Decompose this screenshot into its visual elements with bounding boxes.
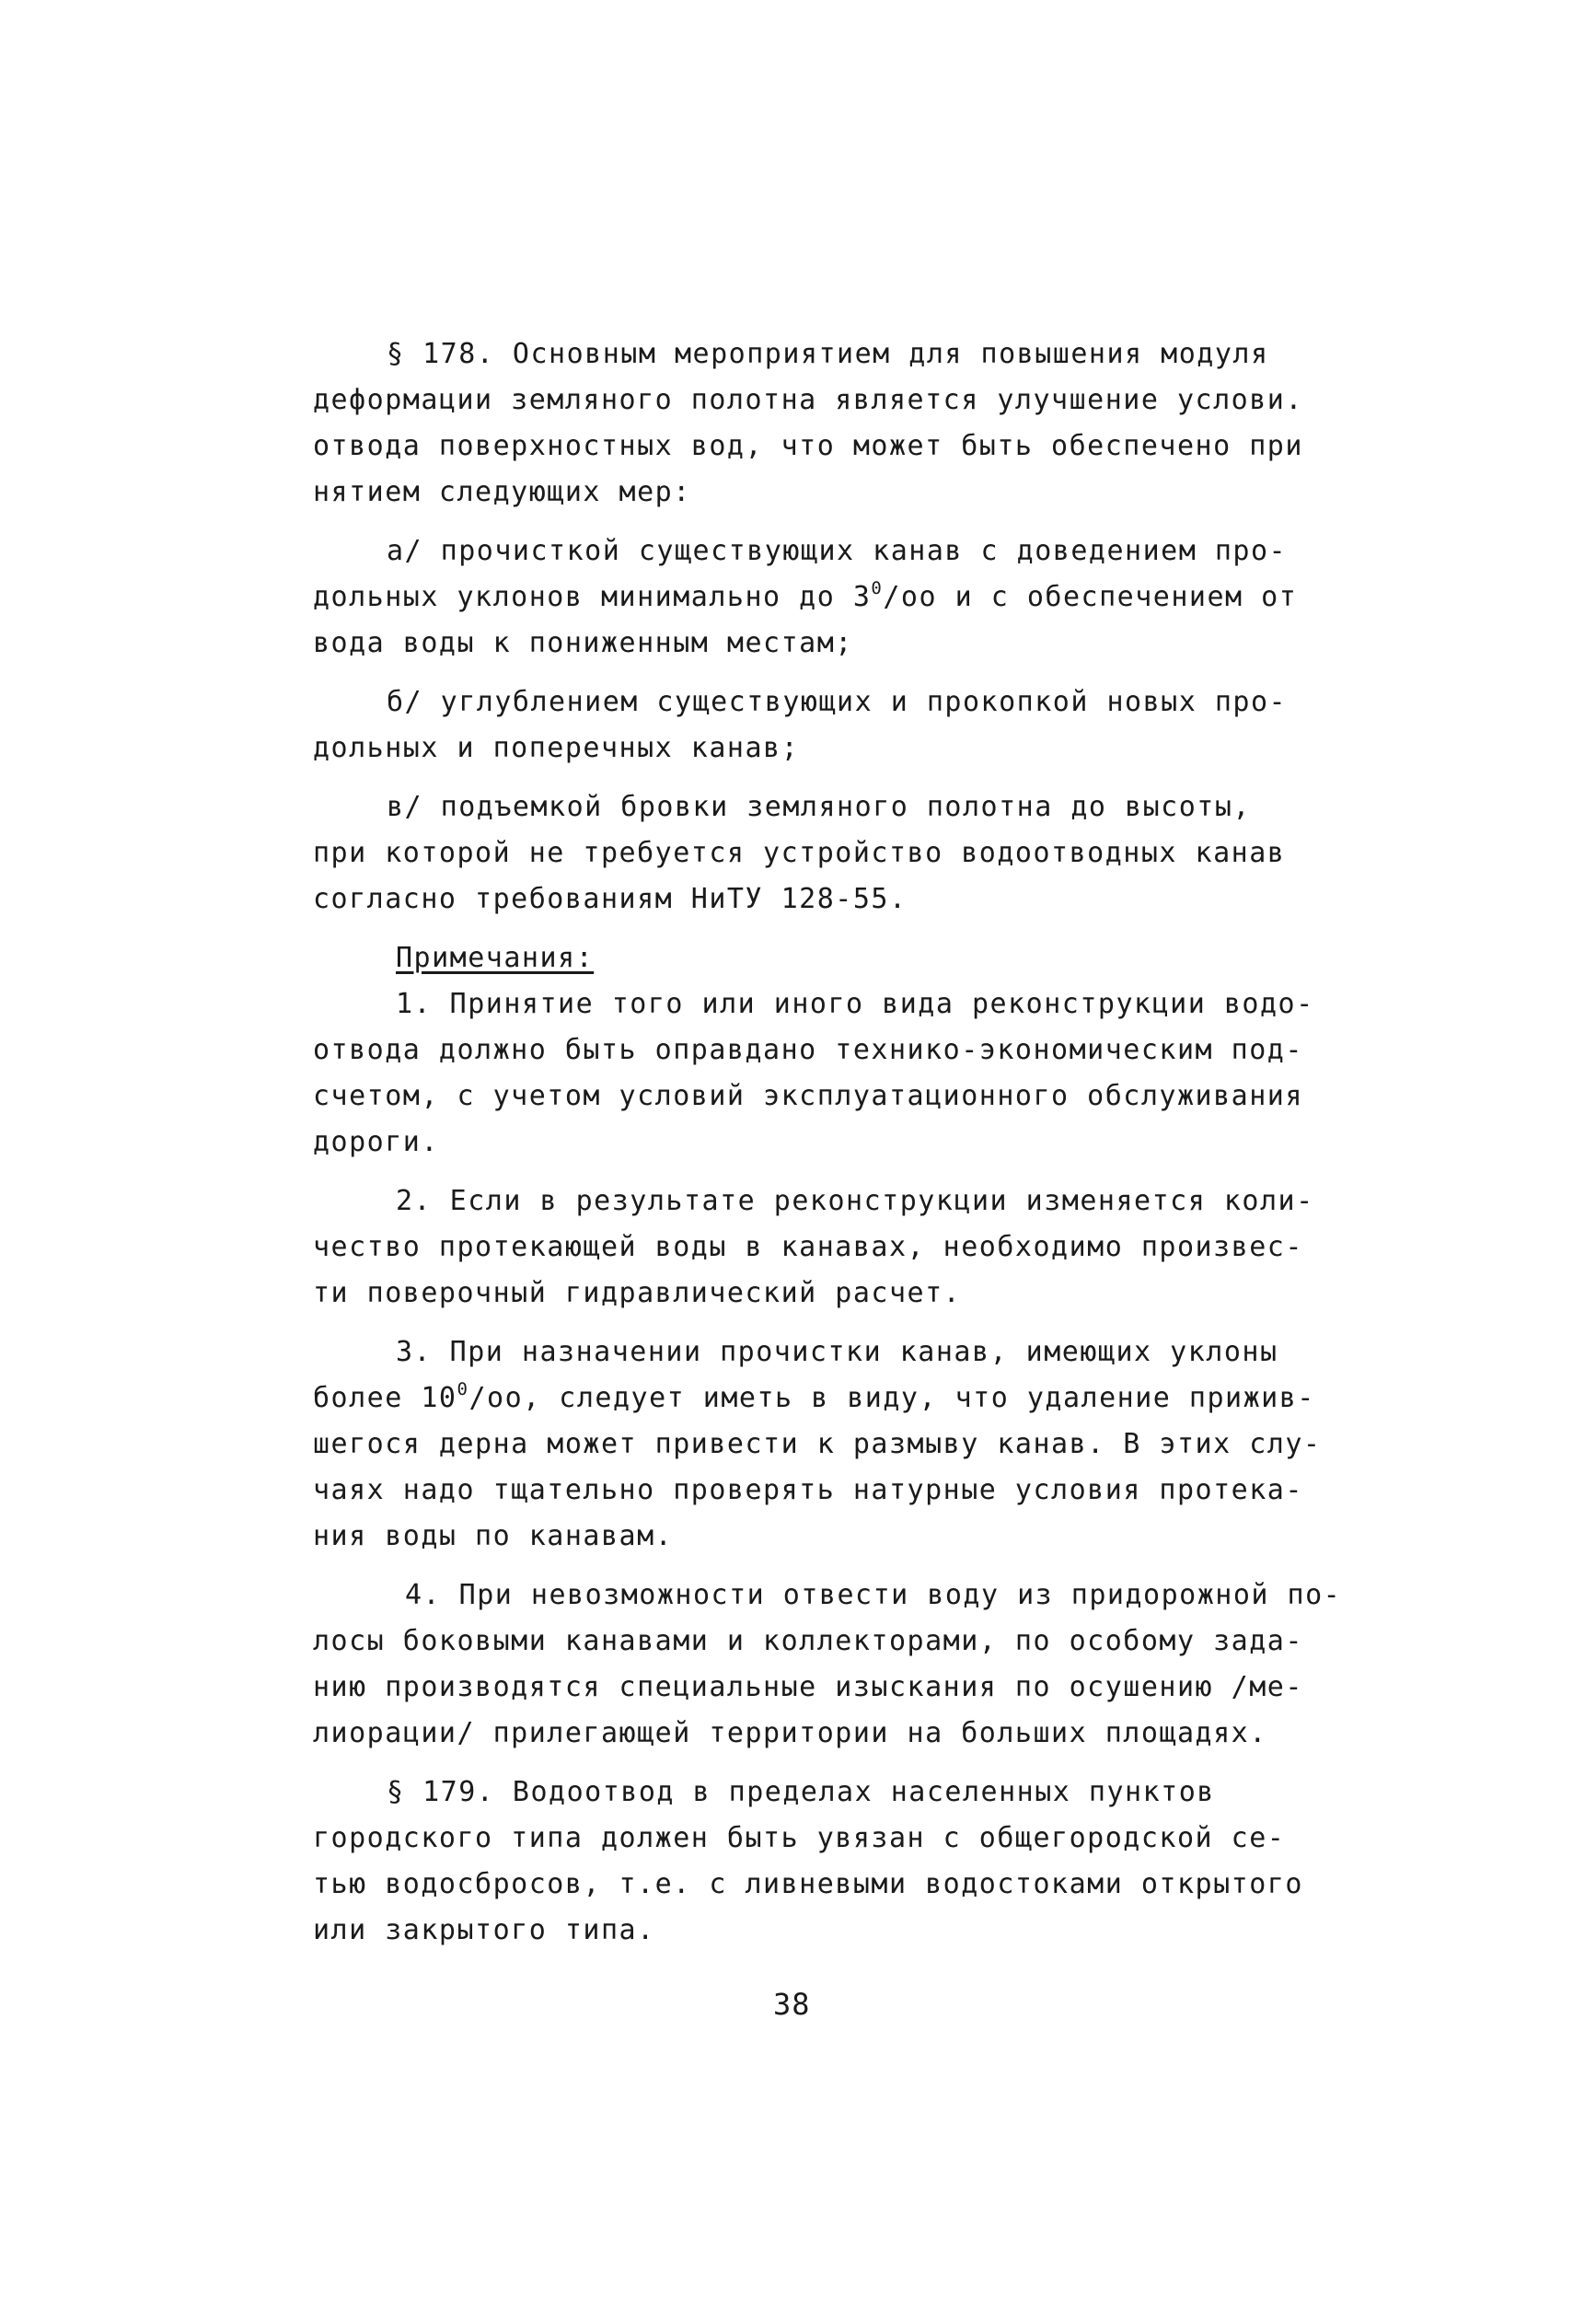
paragraph-line: отвода поверхностных вод, что может быть обеспечено при <box>313 430 1303 462</box>
paragraph-line: ния воды по канавам. <box>313 1520 674 1552</box>
paragraph-178 <box>313 331 1371 516</box>
paragraph-line: лиорации/ прилегающей территории на больших площадях. <box>313 1717 1267 1749</box>
list-item-b <box>313 679 1371 772</box>
paragraph-line: отвода должно быть оправдано технико-экономическим под- <box>313 1034 1303 1066</box>
text-run: /оо, следует иметь в виду, что удаление прижив- <box>468 1382 1315 1414</box>
note-3 <box>313 1329 1371 1560</box>
superscript: 0 <box>871 578 884 598</box>
text-run: более 10 <box>313 1382 457 1414</box>
paragraph-line: чаях надо тщательно проверять натурные условия протека- <box>313 1474 1303 1506</box>
paragraph-line: счетом, с учетом условий эксплуатационного обслуживания <box>313 1080 1303 1112</box>
paragraph-line: в/ подъемкой бровки земляного полотна до высоты, <box>387 791 1251 823</box>
paragraph-line: деформации земляного полотна является улучшение услови. <box>313 384 1303 416</box>
paragraph-line: 4. При невозможности отвести воду из придорожной по- <box>405 1579 1342 1611</box>
paragraph-line: ти поверочный гидравлический расчет. <box>313 1277 962 1309</box>
note-2 <box>313 1178 1371 1317</box>
paragraph-line: б/ углублением существующих и прокопкой новых про- <box>387 686 1288 718</box>
paragraph-line: дороги. <box>313 1126 439 1158</box>
paragraph-line: дольных и поперечных канав; <box>313 732 800 764</box>
note-4 <box>313 1573 1371 1757</box>
page-number: 38 <box>773 1987 811 2022</box>
paragraph-line: § 178. Основным мероприятием для повышения модуля <box>387 338 1269 370</box>
paragraph-line: городского типа должен быть увязан с общегородской се- <box>313 1822 1286 1854</box>
list-item-a <box>313 528 1371 667</box>
paragraph-line: а/ прочисткой существующих канав с доведением про- <box>387 535 1288 567</box>
paragraph-line: 3. При назначении прочистки канав, имеющих уклоны <box>396 1336 1278 1368</box>
paragraph-line: 2. Если в результате реконструкции изменяется коли- <box>396 1185 1314 1217</box>
paragraph-line: при которой не требуется устройство водоотводных канав <box>313 837 1286 869</box>
list-item-v <box>313 784 1371 923</box>
text-run: /оо и с обеспечением от <box>883 581 1298 613</box>
paragraph-line <box>313 1375 1371 1422</box>
paragraph-line: лосы боковыми канавами и коллекторами, по особому зада- <box>313 1625 1303 1657</box>
text-run: дольных уклонов минимально до 3 <box>313 581 872 613</box>
superscript: 0 <box>457 1379 469 1399</box>
paragraph-line: нию производятся специальные изыскания по осушению /ме- <box>313 1671 1303 1703</box>
paragraph-line: согласно требованиям НиТУ 128-55. <box>313 883 908 915</box>
notes-heading <box>313 935 1371 981</box>
paragraph-line <box>313 574 1371 621</box>
notes-title: Примечания: <box>396 942 595 974</box>
paragraph-179 <box>313 1770 1371 1954</box>
paragraph-line: 1. Принятие того или иного вида реконструкции водо- <box>396 988 1314 1020</box>
paragraph-line: шегося дерна может привести к размыву канав. В этих слу- <box>313 1428 1322 1460</box>
paragraph-line: чество протекающей воды в канавах, необходимо произвес- <box>313 1231 1303 1263</box>
paragraph-line: вода воды к пониженным местам; <box>313 627 853 659</box>
paragraph-line: тью водосбросов, т.е. с ливневыми водостоками открытого <box>313 1868 1303 1900</box>
paragraph-line: или закрытого типа. <box>313 1914 655 1946</box>
paragraph-line: § 179. Водоотвод в пределах населенных пунктов <box>387 1776 1215 1808</box>
notes-section <box>313 935 1371 1166</box>
paragraph-line: нятием следующих мер: <box>313 476 691 508</box>
document-page <box>313 331 1371 1954</box>
